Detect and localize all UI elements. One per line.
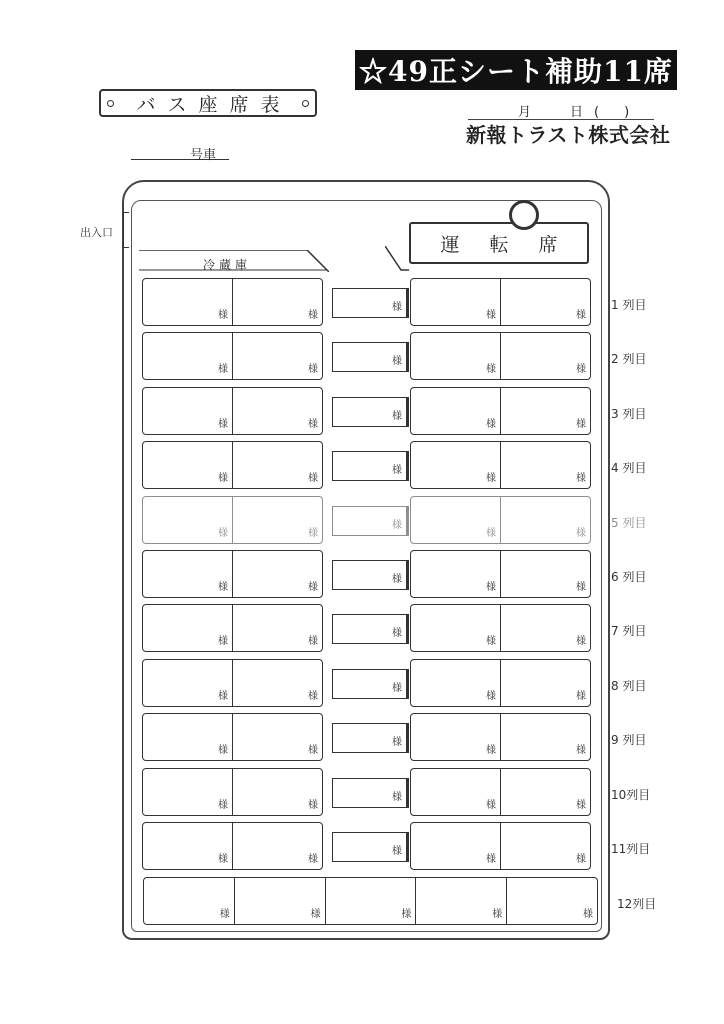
- row-label: 2 列目: [611, 352, 647, 366]
- back-row: [143, 877, 598, 925]
- seat[interactable]: [232, 823, 322, 869]
- row-label: 11列目: [611, 842, 651, 856]
- seat[interactable]: [232, 497, 322, 543]
- seat-pair-right: [410, 713, 591, 761]
- seat[interactable]: [232, 388, 322, 434]
- seat-suffix: 様: [576, 364, 586, 375]
- auxiliary-seat[interactable]: [332, 832, 409, 862]
- seat-suffix: 様: [576, 310, 586, 321]
- seat-suffix: 様: [486, 528, 496, 539]
- seat-suffix: 様: [310, 909, 321, 920]
- seat[interactable]: [232, 714, 322, 760]
- seat[interactable]: [144, 878, 234, 924]
- seat[interactable]: [500, 279, 590, 325]
- seat[interactable]: [143, 551, 232, 597]
- seat-suffix: 様: [308, 473, 318, 484]
- row-label: 6 列目: [611, 570, 647, 584]
- seat[interactable]: [232, 442, 322, 488]
- seat-suffix: 様: [392, 411, 402, 422]
- auxiliary-seat[interactable]: [332, 451, 409, 481]
- seat-suffix: 様: [392, 520, 402, 531]
- seat[interactable]: [143, 388, 232, 434]
- seat-pair-left: [142, 441, 323, 489]
- row-label: 3 列目: [611, 407, 647, 421]
- car-number-label: 号車: [190, 148, 217, 163]
- seat-suffix: 様: [392, 792, 402, 803]
- seat-suffix: 様: [218, 310, 228, 321]
- seat[interactable]: [500, 714, 590, 760]
- seat-suffix: 様: [392, 574, 402, 585]
- seat[interactable]: [411, 605, 500, 651]
- auxiliary-seat[interactable]: [332, 669, 409, 699]
- seat-suffix: 様: [486, 364, 496, 375]
- seat[interactable]: [232, 333, 322, 379]
- seat-suffix: 様: [576, 419, 586, 430]
- auxiliary-seat[interactable]: [332, 778, 409, 808]
- seat-suffix: 様: [582, 909, 593, 920]
- seat-suffix: 様: [486, 745, 496, 756]
- seat-suffix: 様: [576, 800, 586, 811]
- seat[interactable]: [411, 497, 500, 543]
- seat-pair-left: [142, 713, 323, 761]
- seat[interactable]: [411, 279, 500, 325]
- driver-seat: [409, 222, 589, 264]
- seat[interactable]: [232, 279, 322, 325]
- seat-suffix: 様: [218, 364, 228, 375]
- seat-suffix: 様: [218, 745, 228, 756]
- seat[interactable]: [411, 442, 500, 488]
- seat-suffix: 様: [486, 419, 496, 430]
- seat[interactable]: [411, 769, 500, 815]
- ring-icon: [107, 100, 114, 107]
- seat-suffix: 様: [486, 310, 496, 321]
- seat[interactable]: [232, 551, 322, 597]
- seat-pair-right: [410, 496, 591, 544]
- seat-suffix: 様: [486, 691, 496, 702]
- seat[interactable]: [500, 660, 590, 706]
- seat-suffix: 様: [401, 909, 412, 920]
- seat-pair-right: [410, 278, 591, 326]
- seat-suffix: 様: [218, 691, 228, 702]
- seat[interactable]: [143, 497, 232, 543]
- seat-suffix: 様: [308, 364, 318, 375]
- seat[interactable]: [411, 660, 500, 706]
- seat-suffix: 様: [392, 465, 402, 476]
- seat-suffix: 様: [486, 582, 496, 593]
- seat[interactable]: [500, 442, 590, 488]
- date-field[interactable]: [468, 93, 654, 120]
- seat-suffix: 様: [576, 473, 586, 484]
- seat[interactable]: [411, 388, 500, 434]
- entrance-label: 出入口: [80, 226, 113, 239]
- seat[interactable]: [500, 769, 590, 815]
- row-label: 8 列目: [611, 679, 647, 693]
- seat-suffix: 様: [218, 582, 228, 593]
- company-name: 新報トラスト株式会社: [466, 123, 671, 147]
- auxiliary-seat[interactable]: [332, 288, 409, 318]
- seat[interactable]: [143, 714, 232, 760]
- seat[interactable]: [232, 660, 322, 706]
- ring-icon: [302, 100, 309, 107]
- seat-suffix: 様: [392, 302, 402, 313]
- seat-suffix: 様: [486, 473, 496, 484]
- seat[interactable]: [500, 388, 590, 434]
- seat-pair-left: [142, 604, 323, 652]
- seat[interactable]: [143, 769, 232, 815]
- seat-pair-right: [410, 332, 591, 380]
- auxiliary-seat[interactable]: [332, 723, 409, 753]
- month-label: 月: [518, 105, 532, 120]
- document-title-box: [99, 89, 317, 117]
- seat-pair-left: [142, 659, 323, 707]
- seat-suffix: 様: [486, 636, 496, 647]
- seat[interactable]: [232, 605, 322, 651]
- row-label: 1 列目: [611, 298, 647, 312]
- seat-pair-right: [410, 822, 591, 870]
- day-label: 日: [570, 105, 584, 120]
- seat-suffix: 様: [576, 636, 586, 647]
- seat-suffix: 様: [308, 310, 318, 321]
- seat[interactable]: [232, 769, 322, 815]
- seat[interactable]: [506, 878, 597, 924]
- fridge-label: 冷蔵庫: [203, 258, 252, 272]
- seat-pair-right: [410, 441, 591, 489]
- seat-suffix: 様: [576, 691, 586, 702]
- row-label: 12列目: [617, 897, 657, 911]
- seat-suffix: 様: [308, 419, 318, 430]
- seat-suffix: 様: [392, 683, 402, 694]
- driver-seat-label: 運転席: [440, 233, 588, 256]
- row-label: 10列目: [611, 788, 651, 802]
- seat-suffix: 様: [218, 473, 228, 484]
- auxiliary-seat[interactable]: [332, 560, 409, 590]
- entrance-door: [123, 212, 129, 248]
- row-label: 5 列目: [611, 516, 647, 530]
- seat-suffix: 様: [576, 528, 586, 539]
- seat[interactable]: [143, 660, 232, 706]
- seat-suffix: 様: [576, 745, 586, 756]
- auxiliary-seat[interactable]: [332, 614, 409, 644]
- seat-suffix: 様: [308, 582, 318, 593]
- seat[interactable]: [234, 878, 325, 924]
- seat-suffix: 様: [218, 636, 228, 647]
- seat-pair-right: [410, 550, 591, 598]
- row-label: 9 列目: [611, 733, 647, 747]
- seat[interactable]: [415, 878, 506, 924]
- seat-pair-right: [410, 604, 591, 652]
- seat-suffix: 様: [308, 854, 318, 865]
- seat-suffix: 様: [308, 636, 318, 647]
- seat-pair-left: [142, 332, 323, 380]
- mirror-icon: [509, 200, 539, 230]
- seat-suffix: 様: [486, 800, 496, 811]
- seat[interactable]: [411, 823, 500, 869]
- auxiliary-seat[interactable]: [332, 397, 409, 427]
- seat[interactable]: [143, 279, 232, 325]
- seat-suffix: 様: [392, 737, 402, 748]
- seat-pair-left: [142, 822, 323, 870]
- seat[interactable]: [143, 605, 232, 651]
- auxiliary-seat[interactable]: [332, 506, 409, 536]
- seat-suffix: 様: [219, 909, 230, 920]
- weekday-label: ( ): [594, 105, 636, 120]
- seat-suffix: 様: [218, 854, 228, 865]
- seat-pair-left: [142, 768, 323, 816]
- row-label: 4 列目: [611, 461, 647, 475]
- seat-pair-right: [410, 659, 591, 707]
- seat-pair-right: [410, 387, 591, 435]
- seat[interactable]: [143, 823, 232, 869]
- auxiliary-seat[interactable]: [332, 342, 409, 372]
- seat-pair-right: [410, 768, 591, 816]
- seat-suffix: 様: [576, 854, 586, 865]
- seat[interactable]: [325, 878, 416, 924]
- seat[interactable]: [143, 442, 232, 488]
- seat[interactable]: [411, 551, 500, 597]
- seat-suffix: 様: [218, 528, 228, 539]
- row-label: 7 列目: [611, 624, 647, 638]
- seat[interactable]: [411, 714, 500, 760]
- seat-suffix: 様: [218, 800, 228, 811]
- seat[interactable]: [500, 551, 590, 597]
- seat-pair-left: [142, 278, 323, 326]
- seat[interactable]: [143, 333, 232, 379]
- seat-count-badge: ☆49正シート補助11席: [355, 50, 677, 90]
- seat-suffix: 様: [392, 628, 402, 639]
- seat-pair-left: [142, 550, 323, 598]
- seat[interactable]: [500, 333, 590, 379]
- seat-suffix: 様: [308, 528, 318, 539]
- seat-suffix: 様: [308, 691, 318, 702]
- seat-pair-left: [142, 496, 323, 544]
- seat-suffix: 様: [392, 846, 402, 857]
- document-title: バス座席表: [136, 93, 292, 116]
- seat-pair-left: [142, 387, 323, 435]
- seat-suffix: 様: [576, 582, 586, 593]
- seat[interactable]: [500, 605, 590, 651]
- seat-suffix: 様: [492, 909, 503, 920]
- seat[interactable]: [500, 823, 590, 869]
- seat-suffix: 様: [308, 745, 318, 756]
- seat-suffix: 様: [218, 419, 228, 430]
- seat-suffix: 様: [486, 854, 496, 865]
- seat-suffix: 様: [392, 356, 402, 367]
- seat[interactable]: [411, 333, 500, 379]
- seat-suffix: 様: [308, 800, 318, 811]
- seat[interactable]: [500, 497, 590, 543]
